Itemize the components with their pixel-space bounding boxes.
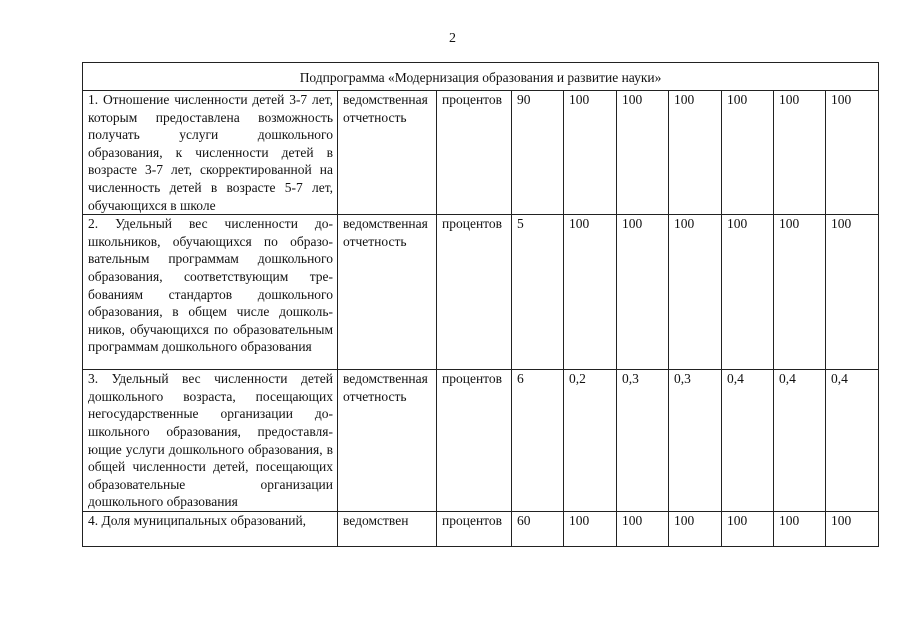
value-cell: 100 bbox=[669, 511, 722, 546]
value-cell: 100 bbox=[722, 215, 774, 370]
value-cell: 60 bbox=[512, 511, 564, 546]
value-cell: 100 bbox=[774, 91, 826, 215]
value-cell: 5 bbox=[512, 215, 564, 370]
value-cell: 100 bbox=[669, 91, 722, 215]
indicator-name: 2. Удельный вес численности дошкольников, обучающихся по образовательным программам дошкольного образования, соответствующим требованиям стандартов дошкольного образования, в общем числе дошкольников, обучающихся по образовательным программам дошкольного образования bbox=[83, 215, 338, 370]
value-cell: 100 bbox=[826, 215, 879, 370]
data-source: ведомственная отчетность bbox=[338, 91, 437, 215]
value-cell: 100 bbox=[564, 511, 617, 546]
value-cell: 100 bbox=[617, 511, 669, 546]
value-cell: 90 bbox=[512, 91, 564, 215]
indicator-name: 1. Отношение численности детей 3-7 лет, которым предоставлена возможность получать услуги дошкольного образования, к численности детей в возрасте 3-7 лет, скорректированной на численность детей в возрасте 5-7 лет, обучающихся в школе bbox=[83, 91, 338, 215]
value-cell: 0,2 bbox=[564, 370, 617, 512]
table-row bbox=[83, 370, 879, 512]
table-row bbox=[83, 91, 879, 215]
value-cell: 0,4 bbox=[722, 370, 774, 512]
section-header-row bbox=[83, 63, 879, 91]
value-cell: 100 bbox=[564, 91, 617, 215]
value-cell: 0,3 bbox=[617, 370, 669, 512]
unit: процентов bbox=[437, 511, 512, 546]
value-cell: 100 bbox=[617, 91, 669, 215]
value-cell: 100 bbox=[669, 215, 722, 370]
page-number: 2 bbox=[449, 31, 456, 46]
value-cell: 100 bbox=[774, 215, 826, 370]
unit: процентов bbox=[437, 91, 512, 215]
value-cell: 0,3 bbox=[669, 370, 722, 512]
indicator-name: 3. Удельный вес численности детей дошкольного возраста, посещающих негосударственные организации дошкольного образования, предоставляющие услуги дошкольного образования, в общей численности детей, посещающих образовательные организации дошкольного образования bbox=[83, 370, 338, 512]
value-cell: 100 bbox=[617, 215, 669, 370]
value-cell: 0,4 bbox=[774, 370, 826, 512]
data-source: ведомственная отчетность bbox=[338, 370, 437, 512]
section-title: Подпрограмма «Модернизация образования и развитие науки» bbox=[83, 63, 879, 91]
data-source: ведомственная отчетность bbox=[338, 215, 437, 370]
value-cell: 100 bbox=[774, 511, 826, 546]
indicator-name: 4. Доля муниципальных образований, bbox=[83, 511, 338, 546]
value-cell: 6 bbox=[512, 370, 564, 512]
value-cell: 100 bbox=[826, 511, 879, 546]
data-source: ведомствен bbox=[338, 511, 437, 546]
table-row bbox=[83, 215, 879, 370]
value-cell: 100 bbox=[564, 215, 617, 370]
table-row bbox=[83, 511, 879, 546]
value-cell: 100 bbox=[722, 511, 774, 546]
unit: процентов bbox=[437, 215, 512, 370]
value-cell: 0,4 bbox=[826, 370, 879, 512]
indicators-table bbox=[82, 62, 879, 547]
unit: процентов bbox=[437, 370, 512, 512]
value-cell: 100 bbox=[722, 91, 774, 215]
value-cell: 100 bbox=[826, 91, 879, 215]
